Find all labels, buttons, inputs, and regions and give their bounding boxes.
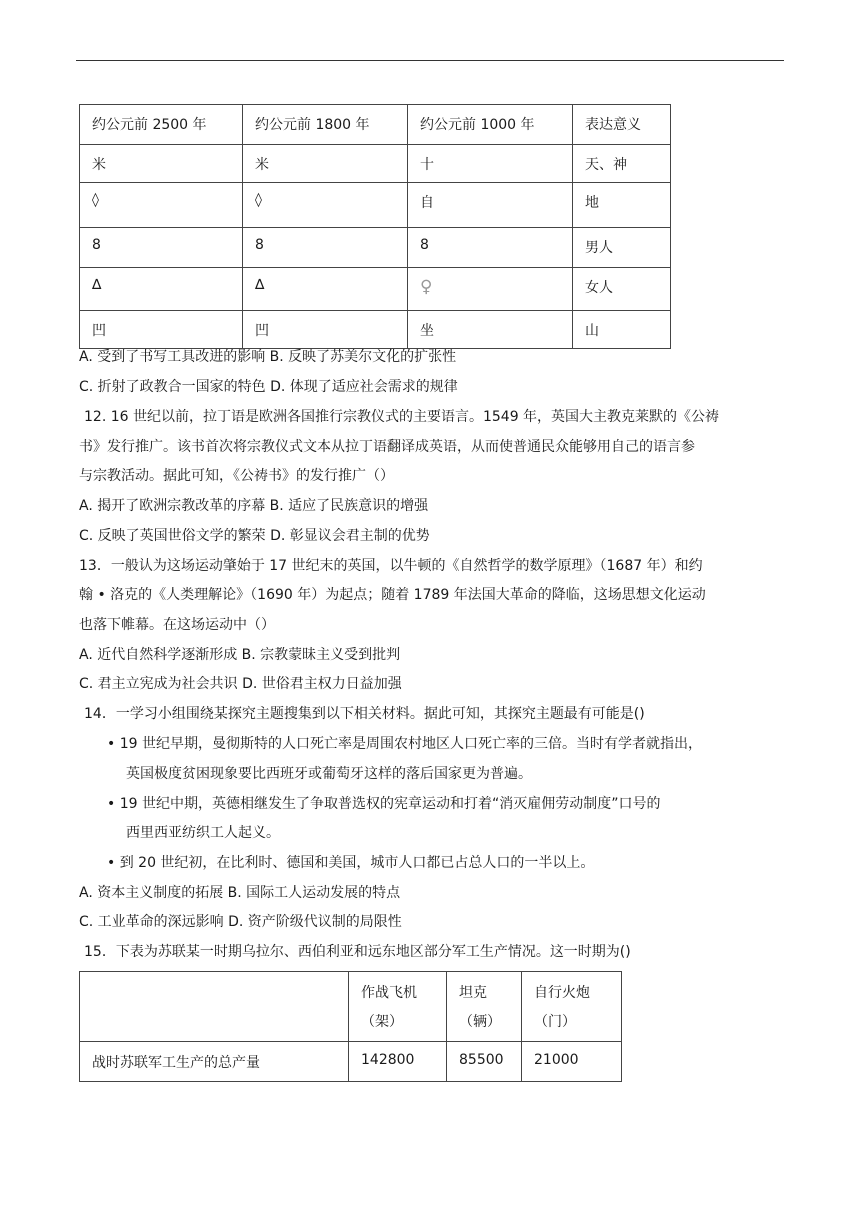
table-cell: 山 (573, 311, 671, 349)
table-cell: 天、神 (573, 145, 671, 183)
q12-stem-line: 12. 16 世纪以前，拉丁语是欧洲各国推行宗教仪式的主要语言。1549 年，英国大主教克莱默的《公祷 (84, 409, 720, 425)
q13-stem-line: 翰 • 洛克的《人类理解论》（1690 年）为起点；随着 1789 年法国大革命的降临，这场思想文化运动 (79, 587, 706, 603)
table-cell: 8 (80, 228, 243, 268)
table-header-row (80, 972, 622, 1042)
table-cell: 凹 (80, 311, 243, 349)
header-cell: 表达意义 (573, 105, 671, 145)
table-cell: ∆ (243, 268, 408, 311)
q14-options-ab: A. 资本主义制度的拓展 B. 国际工人运动发展的特点 (79, 885, 401, 901)
table-cell: ∆ (80, 268, 243, 311)
table-cell: ♀ (408, 268, 573, 311)
row-label: 战时苏联军工生产的总产量 (80, 1042, 349, 1082)
table-row (80, 228, 671, 268)
table-row (80, 145, 671, 183)
table-cell: 坐 (408, 311, 573, 349)
table-cell: 女人 (573, 268, 671, 311)
table-cell: 米 (80, 145, 243, 183)
table-cell: 自 (408, 183, 573, 228)
script-evolution-table (79, 104, 671, 349)
q15-stem: 15．下表为苏联某一时期乌拉尔、西伯利亚和远东地区部分军工生产情况。这一时期为() (84, 944, 631, 960)
column-name: 自行火炮 (534, 985, 590, 1001)
table-header-row (80, 105, 671, 145)
table-cell: 8 (243, 228, 408, 268)
military-production-table (79, 971, 622, 1082)
table-cell: 米 (243, 145, 408, 183)
column-unit: （辆） (459, 1014, 501, 1030)
q14-stem: 14．一学习小组围绕某探究主题搜集到以下相关材料。据此可知，其探究主题最有可能是() (84, 706, 645, 722)
table-cell: ◊ (80, 183, 243, 228)
q14-bullet-line: 西里西亚纺织工人起义。 (126, 825, 280, 841)
column-unit: （架） (361, 1014, 403, 1030)
header-cell (447, 972, 522, 1042)
q12-options-ab: A. 揭开了欧洲宗教改革的序幕 B. 适应了民族意识的增强 (79, 498, 429, 514)
table-cell: 8 (408, 228, 573, 268)
q13-stem-line: 13．一般认为这场运动肇始于 17 世纪末的英国，以牛顿的《自然哲学的数学原理》（1687 年）和约 (79, 558, 703, 574)
header-cell: 约公元前 2500 年 (80, 105, 243, 145)
table-cell: 地 (573, 183, 671, 228)
header-cell: 约公元前 1800 年 (243, 105, 408, 145)
q13-options-cd: C. 君主立宪成为社会共识 D. 世俗君主权力日益加强 (79, 676, 402, 692)
q11-options-ab: A. 受到了书写工具改进的影响 B. 反映了苏美尔文化的扩张性 (79, 349, 457, 365)
table-cell: 凹 (243, 311, 408, 349)
header-cell: 约公元前 1000 年 (408, 105, 573, 145)
column-unit: （门） (534, 1014, 576, 1030)
q14-bullet-line: • 到 20 世纪初，在比利时、德国和美国，城市人口都已占总人口的一半以上。 (107, 855, 595, 871)
q14-bullet-line: • 19 世纪中期，英德相继发生了争取普选权的宪章运动和打着“消灭雇佣劳动制度”口号的 (107, 796, 661, 812)
q14-bullet-line: • 19 世纪早期，曼彻斯特的人口死亡率是周围农村地区人口死亡率的三倍。当时有学者就指出， (107, 736, 702, 752)
table-cell: 十 (408, 145, 573, 183)
q13-options-ab: A. 近代自然科学逐渐形成 B. 宗教蒙昧主义受到批判 (79, 647, 401, 663)
column-name: 坦克 (459, 985, 487, 1001)
q11-options-cd: C. 折射了政教合一国家的特色 D. 体现了适应社会需求的规律 (79, 379, 458, 395)
table-row (80, 268, 671, 311)
column-name: 作战飞机 (361, 985, 417, 1001)
table-row (80, 1042, 622, 1082)
q12-stem-line: 书》发行推广。该书首次将宗教仪式文本从拉丁语翻译成英语，从而使普通民众能够用自己的语言参 (79, 439, 695, 455)
header-rule (76, 60, 784, 61)
q12-options-cd: C. 反映了英国世俗文学的繁荣 D. 彰显议会君主制的优势 (79, 528, 430, 544)
header-cell (522, 972, 622, 1042)
table-cell: 85500 (447, 1042, 522, 1082)
empty-header-cell (80, 972, 349, 1042)
table-cell: ◊ (243, 183, 408, 228)
header-cell (349, 972, 447, 1042)
q12-stem-line: 与宗教活动。据此可知，《公祷书》的发行推广（） (79, 468, 394, 484)
q14-bullet-line: 英国极度贫困现象要比西班牙或葡萄牙这样的落后国家更为普遍。 (126, 766, 532, 782)
table-cell: 21000 (522, 1042, 622, 1082)
table-cell: 男人 (573, 228, 671, 268)
table-cell: 142800 (349, 1042, 447, 1082)
q13-stem-line: 也落下帷幕。在这场运动中（） (79, 617, 275, 633)
table-row (80, 183, 671, 228)
q14-options-cd: C. 工业革命的深远影响 D. 资产阶级代议制的局限性 (79, 914, 402, 930)
table-row (80, 311, 671, 349)
